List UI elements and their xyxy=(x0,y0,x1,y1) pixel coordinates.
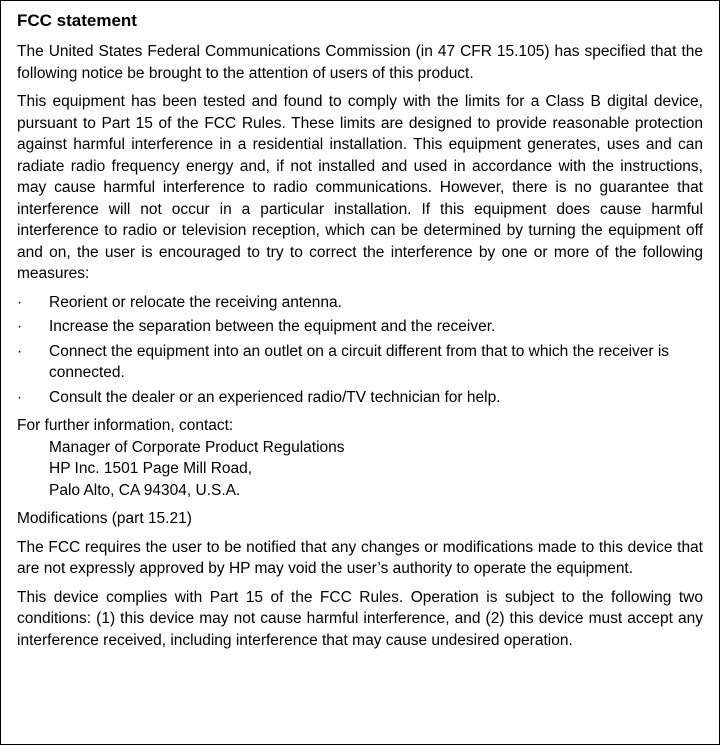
address-line: HP Inc. 1501 Page Mill Road, xyxy=(49,460,253,477)
bullet-marker: · xyxy=(17,342,23,360)
list-item-text: Consult the dealer or an experienced radio/TV technician for help. xyxy=(49,388,501,406)
list-item-text: Reorient or relocate the receiving antenna. xyxy=(49,293,342,311)
list-item xyxy=(17,316,703,338)
contact-label: For further information, contact: xyxy=(17,417,234,434)
operation-paragraph: This device complies with Part 15 of the FCC Rules. Operation is subject to the following two conditions: (1) this device may not cause harmful interference, and (2) this device must accept any interference received, including interference that may cause undesired operation. xyxy=(17,588,703,649)
contact-address xyxy=(17,437,703,502)
bullet-marker: · xyxy=(17,293,23,311)
measures-list xyxy=(17,292,703,409)
list-item-text: Increase the separation between the equipment and the receiver. xyxy=(49,318,496,335)
modifications-heading: Modifications (part 15.21) xyxy=(17,510,192,527)
intro-paragraph: The United States Federal Communications Commission (in 47 CFR 15.105) has specified that the following notice be brought to the attention of users of this product. xyxy=(17,43,703,82)
page-title: FCC statement xyxy=(17,11,137,30)
bullet-marker: · xyxy=(17,388,23,406)
list-item xyxy=(17,292,703,314)
list-item xyxy=(17,341,703,384)
address-line: Manager of Corporate Product Regulations xyxy=(49,438,345,456)
modifications-paragraph: The FCC requires the user to be notified that any changes or modifications made to this device that are not expressly approved by HP may void the user’s authority to operate the equipment. xyxy=(17,538,703,577)
compliance-paragraph: This equipment has been tested and found to comply with the limits for a Class B digital device, pursuant to Part 15 of the FCC Rules. These limits are designed to provide reasonable protection against harmful interference in a residential installation. This equipment generates, uses and can radiate radio frequency energy and, if not installed and used in accordance with the instructions, may cause harmful interference to radio communications. However, there is no guarantee that interference will not occur in a particular installation. If this equipment does cause harmful interference to radio or television reception, which can be determined by turning the equipment off and on, the user is encouraged to try to correct the interference by one or more of the following measures: xyxy=(17,93,703,282)
bullet-marker: · xyxy=(17,318,23,335)
list-item-text: Connect the equipment into an outlet on a circuit different from that to which the receiver is connected. xyxy=(49,342,670,381)
address-line: Palo Alto, CA 94304, U.S.A. xyxy=(49,481,241,499)
list-item xyxy=(17,387,703,409)
